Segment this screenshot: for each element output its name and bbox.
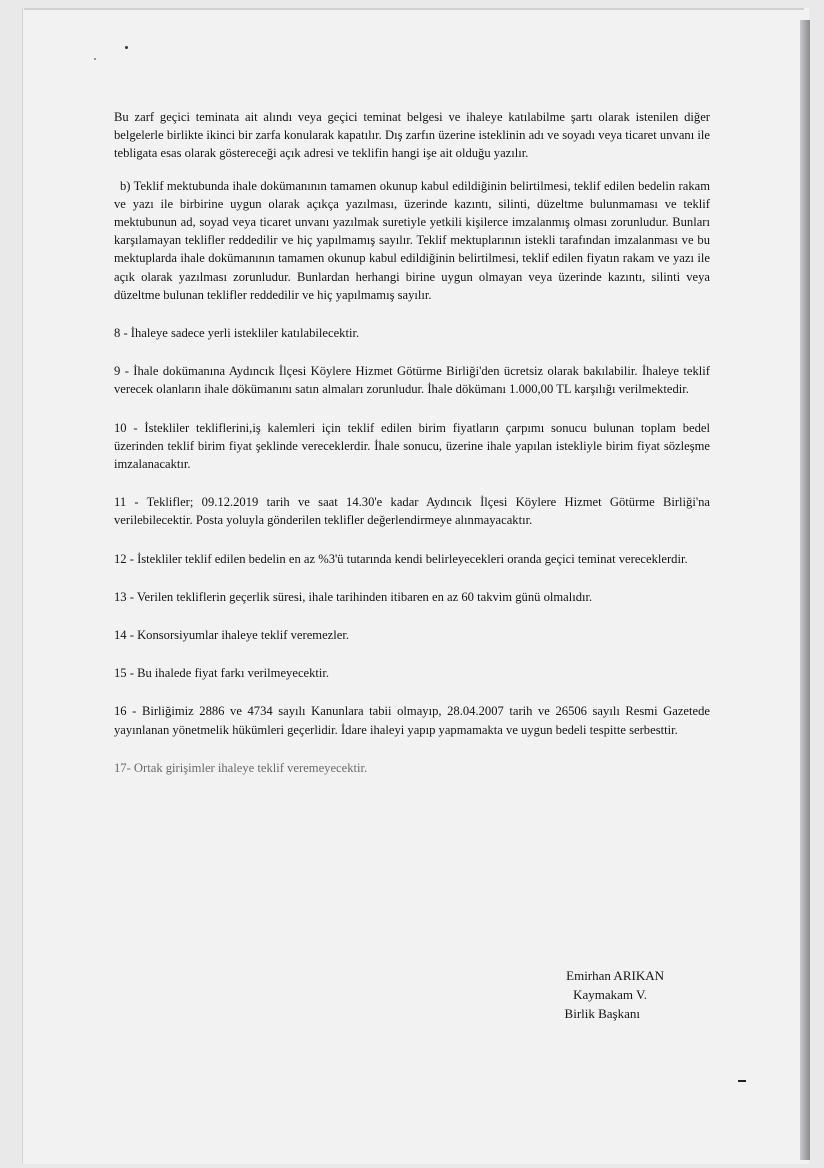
signatory-role: Birlik Başkanı	[564, 1006, 640, 1021]
paragraph-b: b) Teklif mektubunda ihale dokümanının tamamen okunup kabul edildiğinin belirtilmesi, teklif edilen bedelin rakam ve yazı ile birbirine uygun olarak açıkça yazılması, üzerinde kazıntı, silinti, düzeltme bulunmaması ve teklif mektubunun ad, soyad veya ticaret unvanı yazılmak suretiyle yetkili kişilerce imzalanmış olması zorunludur. Bunları karşılamayan teklifler reddedilir ve hiç yapılmamış sayılır. Teklif mektuplarının istekli tarafından imzalanması ve bu mektuplarda ihale dokümanının tamamen okunup kabul edildiğinin belirtilmesi, teklif edilen fiyatın rakam ve yazı ile açık olarak yazılması zorunludur. Bunlardan herhangi birine uygun olmayan veya üzerinde kazıntı, silinti veya düzeltme bulunan teklifler reddedilir ve hiç yapılmamış sayılır.	[114, 178, 710, 302]
paragraph-13: 13 - Verilen tekliflerin geçerlik süresi, ihale tarihinden itibaren en az 60 takvim günü olmalıdır.	[114, 589, 593, 604]
paragraph-10: 10 - İstekliler tekliflerini,iş kalemleri için teklif edilen birim fiyatların çarpımı sonucu bulunan toplam bedel üzerinden teklif birim fiyat şeklinde vereceklerdir. İhale sonucu, üzerine ihale yapılan istekliyle birim fiyat sözleşme imzalanacaktır.	[114, 420, 710, 472]
paragraph-17: 17- Ortak girişimler ihaleye teklif veremeyecektir.	[114, 760, 368, 775]
signature-block	[520, 966, 680, 1023]
paragraph-12: 12 - İstekliler teklif edilen bedelin en az %3'ü tutarında kendi belirleyecekleri oranda geçici teminat vereceklerdir.	[114, 551, 688, 566]
paragraph-8: 8 - İhaleye sadece yerli istekliler katılabilecektir.	[114, 326, 360, 341]
signatory-name: Emirhan ARIKAN	[566, 968, 664, 983]
signatory-title: Kaymakam V.	[573, 987, 647, 1002]
paragraph-11: 11 - Teklifler; 09.12.2019 tarih ve saat 14.30'e kadar Aydıncık İlçesi Köylere Hizmet Götürme Birliği'na verilebilecektir. Posta yoluyla gönderilen teklifler değerlendirmeye alınmayacaktır.	[114, 495, 710, 528]
paragraph-envelope: Bu zarf geçici teminata ait alındı veya geçici teminat belgesi ve ihaleye katılabilme şartı olarak istenilen diğer belgelerle birlikte ikinci bir zarfa konularak kapatılır. Dış zarfın üzerine isteklinin adı ve soyadı veya ticaret unvanı ile tebligata esas olarak göstereceği açık adresi ve teklifin hangi işe ait olduğu yazılır.	[114, 110, 710, 161]
paragraph-16: 16 - Birliğimiz 2886 ve 4734 sayılı Kanunlara tabii olmayıp, 28.04.2007 tarih ve 26506 sayılı Resmi Gazetede yayınlanan yönetmelik hükümleri geçerlidir. İdare ihaleyi yapıp yapmamakta ve uygun bedeli tespitte serbesttir.	[114, 704, 710, 737]
paragraph-9: 9 - İhale dokümanına Aydıncık İlçesi Köylere Hizmet Götürme Birliği'den ücretsiz olarak bakılabilir. İhaleye teklif verecek olanların ihale dökümanını satın almaları zorunludur. İhale dökümanı 1.000,00 TL karşılığı verilmektedir.	[114, 364, 710, 397]
scan-speck	[94, 58, 96, 60]
paragraph-14: 14 - Konsorsiyumlar ihaleye teklif veremezler.	[114, 628, 350, 643]
scan-speck	[125, 46, 128, 49]
scan-right-shadow	[800, 20, 810, 1160]
page-top-edge	[24, 8, 804, 10]
document-body	[114, 108, 710, 777]
paragraph-15: 15 - Bu ihalede fiyat farkı verilmeyecektir.	[114, 666, 330, 681]
scan-mark	[738, 1080, 746, 1082]
